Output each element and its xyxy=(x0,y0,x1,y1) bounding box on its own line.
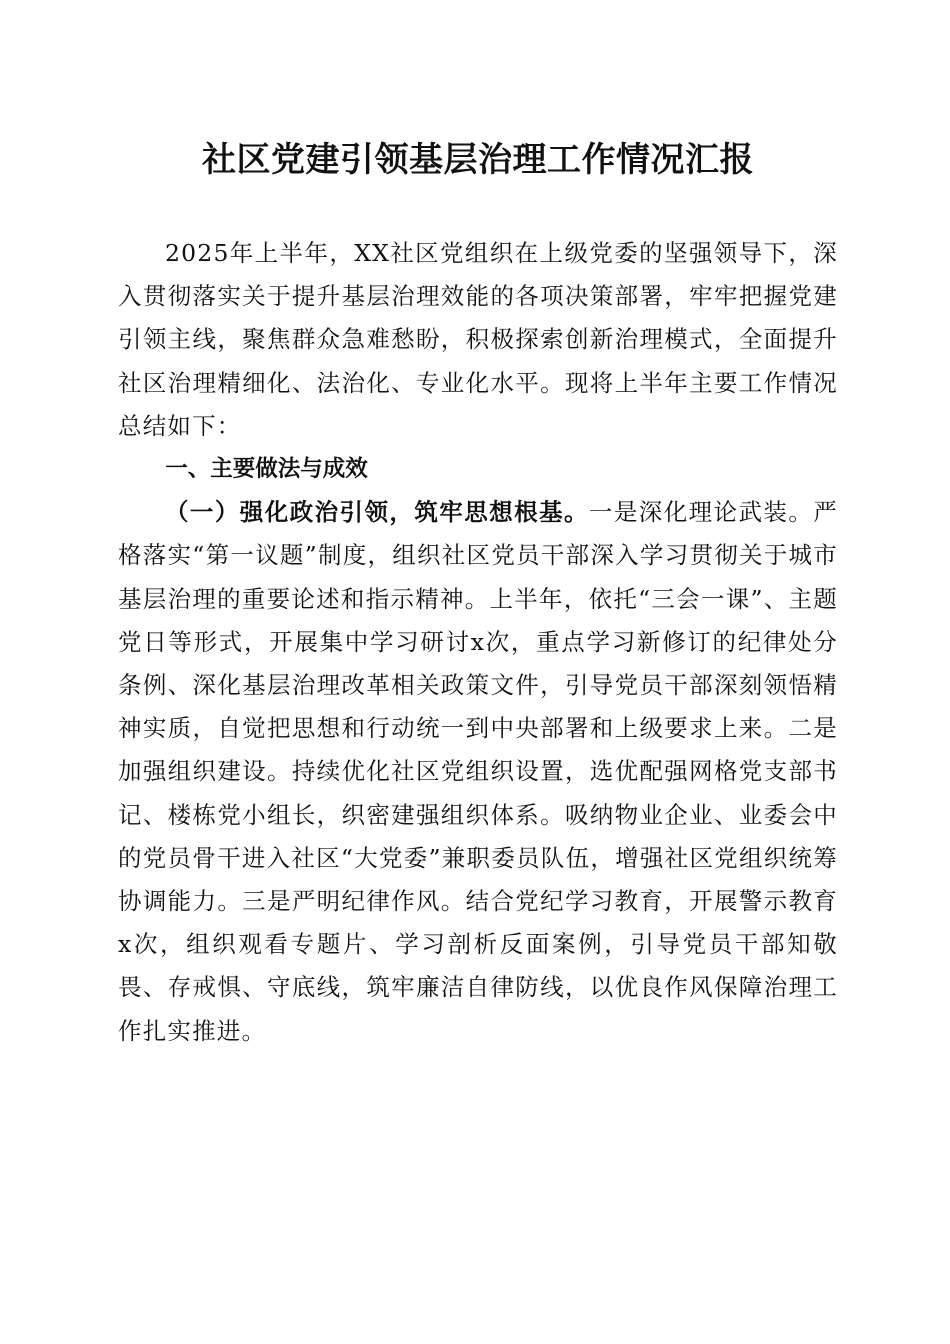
subsection-body: 一是深化理论武装。严格落实“第一议题”制度，组织社区党员干部深入学习贯彻关于城市基层治理的重要论述和指示精神。上半年，依托“三会一课”、主题党日等形式，开展集中学习研讨x次，重点学习新修订的纪律处分条例、深化基层治理改革相关政策文件，引导党员干部深刻领悟精神实质，自觉把思想和行动统一到中央部署和上级要求上来。二是加强组织建设。持续优化社区党组织设置，选优配强网格党支部书记、楼栋党小组长，织密建强组织体系。吸纳物业企业、业委会中的党员骨干进入社区“大党委”兼职委员队伍，增强社区党组织统筹协调能力。三是严明纪律作风。结合党纪学习教育，开展警示教育x次，组织观看专题片、学习剖析反面案例，引导党员干部知敬畏、存戒惧、守底线，筑牢廉洁自律防线，以优良作风保障治理工作扎实推进。 xyxy=(118,498,838,1045)
intro-paragraph: 2025年上半年，XX社区党组织在上级党委的坚强领导下，深入贯彻落实关于提升基层治理效能的各项决策部署，牢牢把握党建引领主线，聚焦群众急难愁盼，积极探索创新治理模式，全面提升社区治理精细化、法治化、专业化水平。现将上半年主要工作情况总结如下： xyxy=(118,239,838,440)
section-heading-main-practices: 一、主要做法与成效 xyxy=(165,456,368,483)
subsection-paragraph-political-guidance xyxy=(118,491,838,1053)
document-page xyxy=(118,130,838,1053)
subsection-lead: （一）强化政治引领，筑牢思想根基。 xyxy=(165,498,589,527)
document-title: 社区党建引领基层治理工作情况汇报 xyxy=(202,140,754,180)
